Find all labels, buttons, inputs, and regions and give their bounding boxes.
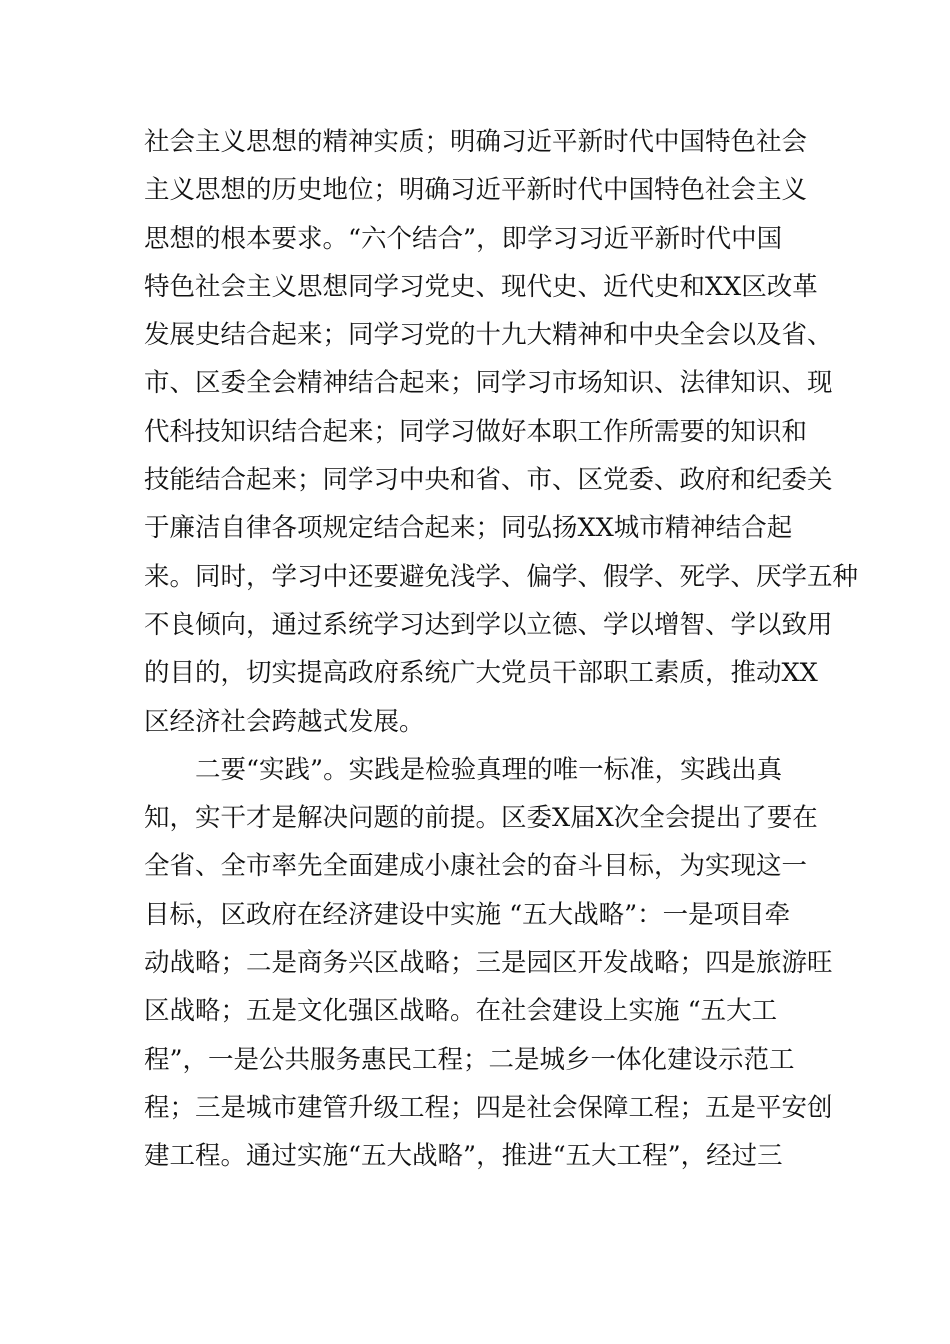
text-line: 区经济社会跨越式发展。 xyxy=(144,706,425,737)
text-line: 目标，区政府在经济建设中实施 “五大战略”：一是项目牵 xyxy=(144,899,791,930)
text-line: 的目的，切实提高政府系统广大党员干部职工素质，推动XX xyxy=(144,658,818,689)
text-line: 市、区委全会精神结合起来；同学习市场知识、法律知识、现 xyxy=(144,368,833,399)
text-line: 知，实干才是解决问题的前提。区委X届X次全会提出了要在 xyxy=(144,803,818,834)
text-line: 建工程。通过实施“五大战略”，推进“五大工程”，经过三 xyxy=(144,1141,783,1172)
text-line: 不良倾向，通过系统学习达到学以立德、学以增智、学以致用 xyxy=(144,609,833,640)
text-line: 来。同时，学习中还要避免浅学、偏学、假学、死学、厌学五种 xyxy=(144,561,859,592)
text-line: 代科技知识结合起来；同学习做好本职工作所需要的知识和 xyxy=(144,416,808,447)
text-line: 主义思想的历史地位；明确习近平新时代中国特色社会主义 xyxy=(144,175,808,206)
text-line: 发展史结合起来；同学习党的十九大精神和中央全会以及省、 xyxy=(144,320,833,351)
text-line: 程”，一是公共服务惠民工程；二是城乡一体化建设示范工 xyxy=(144,1044,795,1075)
text-line: 程；三是城市建管升级工程；四是社会保障工程；五是平安创 xyxy=(144,1092,833,1123)
text-line: 社会主义思想的精神实质；明确习近平新时代中国特色社会 xyxy=(144,127,808,157)
paragraph-1 xyxy=(144,118,859,746)
text-line: 动战略；二是商务兴区战略；三是园区开发战略；四是旅游旺 xyxy=(144,948,833,979)
text-line: 于廉洁自律各项规定结合起来；同弘扬XX城市精神结合起 xyxy=(144,513,793,544)
text-line: 思想的根本要求。“六个结合”，即学习习近平新时代中国 xyxy=(144,223,783,254)
body-text xyxy=(144,118,859,1181)
text-line: 特色社会主义思想同学习党史、现代史、近代史和XX区改革 xyxy=(144,271,818,302)
text-line: 二要“实践”。实践是检验真理的唯一标准，实践出真 xyxy=(195,754,783,785)
text-line: 技能结合起来；同学习中央和省、市、区党委、政府和纪委关 xyxy=(144,465,833,496)
text-line: 全省、全市率先全面建成小康社会的奋斗目标，为实现这一 xyxy=(144,851,808,882)
paragraph-2 xyxy=(144,746,833,1181)
text-line: 区战略；五是文化强区战略。在社会建设上实施 “五大工 xyxy=(144,996,778,1027)
